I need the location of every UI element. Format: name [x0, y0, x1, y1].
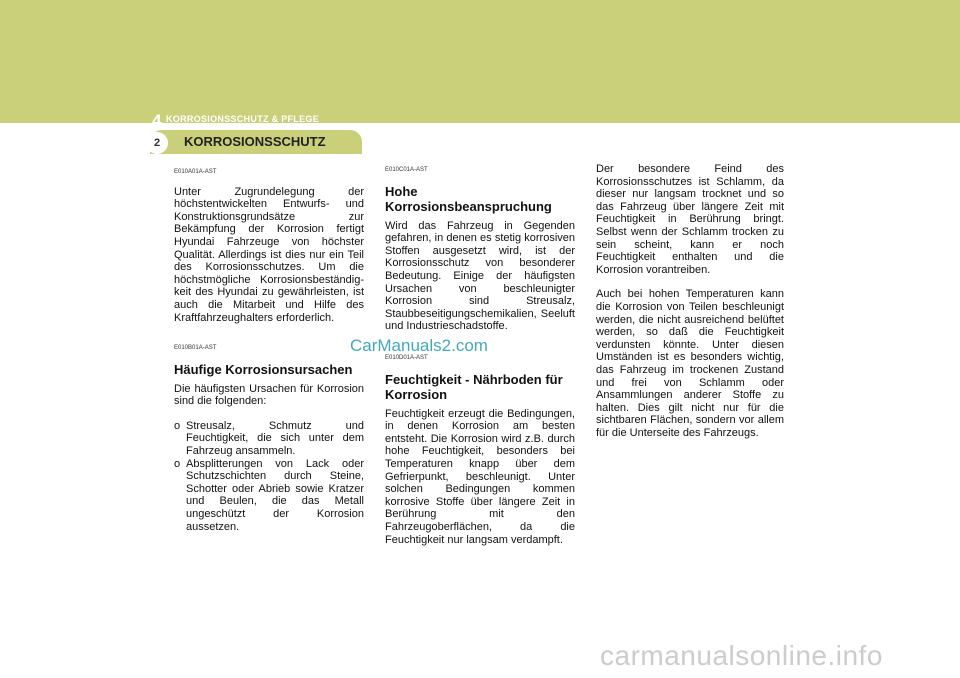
list-item [174, 458, 364, 534]
watermark-overlay: CarManuals2.com [350, 336, 488, 355]
header-band [0, 0, 960, 123]
section-code: E010B01A-AST [174, 345, 217, 351]
section-code: E010D01A-AST [385, 355, 428, 361]
column-1 [174, 166, 364, 324]
list-item [174, 420, 364, 458]
section-heading: Hohe Korrosionsbeanspruchung [385, 183, 552, 214]
column-1-lower [174, 342, 364, 533]
paragraph: Auch bei hohen Temperaturen kann die Korrosion von Teilen beschleunigt werden, die nicht ausreichend belüftet werden, so daß die Feuchtigkeit verdunsten könnte. Unter diesen Umständen ist es besonders wichtig, das Fahrzeug im trockenen Zustand und frei von Schlamm oder Ansammlungen anderer Stoffe zu halten. Dies gilt nicht nur für die sichtbaren Flächen, sondern vor allem für die Unterseite des Fahrzeugs. [596, 288, 784, 439]
column-2 [385, 164, 575, 333]
page-number: 2 [153, 137, 161, 149]
section-heading: Feuchtigkeit - Nährboden für Korrosion [385, 371, 563, 402]
bullet-mark: o [174, 457, 181, 470]
chapter-number: 4 [152, 111, 162, 130]
section-title: KORROSIONSSCHUTZ [184, 134, 326, 149]
paragraph: Wird das Fahrzeug in Gegenden gefahren, in denen es stetig korrosiven Stoffen ausgesetzt wird, ist der Korrosionsschutz von besonderer Bedeutung. Einige der häufigsten Ursachen von beschleunigter Korrosion sind Streusalz, Staubbeseitigungschemikalien, Seeluft und Industrieschadstoffe. [385, 219, 575, 333]
paragraph: Der besondere Feind des Korrosionsschutzes ist Schlamm, da dieser nur langsam trocknet und so das Fahrzeug über längere Zeit mit Feuchtigkeit in Berührung bringt. Selbst wenn der Schlamm trocken zu sein scheint, kann er noch Feuchtigkeit enthalten und die Korrosion vorantreiben. [596, 163, 784, 276]
section-code: E010A01A-AST [174, 169, 217, 175]
paragraph: Die häufigsten Ursachen für Korrosion sind die folgenden: [174, 382, 364, 408]
list-item-text: Absplitterungen von Lack oder Schutzschichten durch Steine, Schotter oder Abrieb sowie Kratzer und Beulen, die das Metall ungeschützt der Korrosion aussetzen. [186, 457, 364, 533]
list-item-text: Streusalz, Schmutz und Feuchtigkeit, die sich unter dem Fahrzeug ansammeln. [186, 419, 364, 457]
bullet-mark: o [174, 419, 181, 432]
section-heading: Häufige Korrosionsursachen [174, 361, 353, 377]
column-2-lower [385, 352, 575, 546]
column-3 [596, 163, 784, 439]
watermark-footer: carmanualsonline.info [600, 640, 883, 671]
section-code: E010C01A-AST [385, 167, 428, 173]
chapter-title: KORROSIONSSCHUTZ & PFLEGE [166, 114, 320, 124]
paragraph: Unter Zugrundelegung der höchstentwickelten Entwurfs- und Konstruktionsgrundsätze zur Bekämpfung der Korrosion fertigt Hyundai Fahrzeuge von höchster Qualität. Allerdings ist dies nur ein Teil des Korrosionsschutzes. Um die höchstmögliche Korrosionsbeständig-keit des Hyundai zu gewährleisten, ist auch die Mitarbeit und Hilfe des Kraftfahrzeughalters erforderlich. [174, 185, 364, 324]
paragraph: Feuchtigkeit erzeugt die Bedingungen, in denen Korrosion am besten entsteht. Die Korrosion wird z.B. durch hohe Feuchtigkeit, besonders bei Temperaturen knapp über dem Gefrierpunkt, beschleunigt. Unter solchen Bedingungen kommen korrosive Stoffe über längere Zeit in Berührung mit den Fahrzeugoberflächen, da die Feuchtigkeit nur langsam verdampft. [385, 407, 575, 546]
